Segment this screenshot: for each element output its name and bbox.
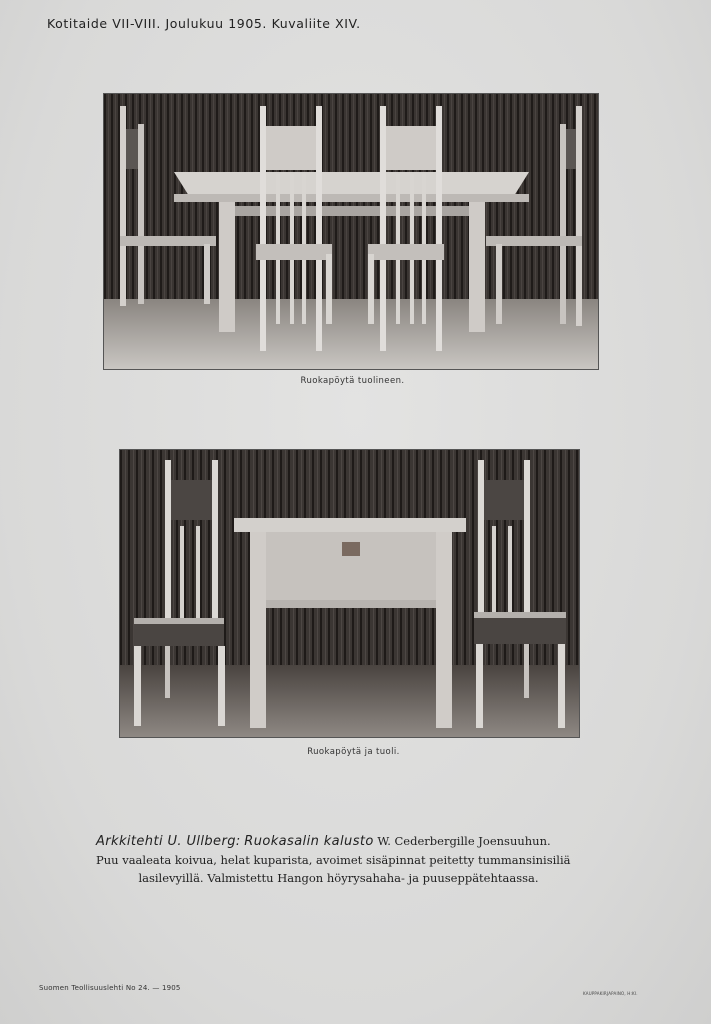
photo-caption: Ruokapöytä tuolineen. xyxy=(300,376,405,386)
furniture-title: Ruokasalin kalusto xyxy=(244,834,374,849)
material-text: Puu vaaleata koivua, helat kuparista, avoimet sisäpinnat peitetty tummansinisiliä xyxy=(96,853,571,867)
architect-name: Arkkitehti U. Ullberg: xyxy=(96,834,241,849)
page-header: Kotitaide VII-VIII. Joulukuu 1905. Kuvaliite XIV. xyxy=(47,16,361,31)
footer-publication: Suomen Teollisuuslehti No 24. — 1905 xyxy=(39,984,181,992)
footer-printer: KAUPPAKIRJAPAINO, H:KI. xyxy=(583,991,638,996)
photo-caption: Ruokapöytä ja tuoli. xyxy=(307,747,400,757)
commission-text: W. Cederbergille Joensuuhun. xyxy=(377,834,551,848)
manufacturer-text: lasilevyillä. Valmistettu Hangon höyrysahaha- ja puuseppätehtaassa. xyxy=(138,871,539,885)
photo-dining-table-with-chairs xyxy=(103,93,599,370)
plate-description xyxy=(96,832,601,887)
photo-dining-table-and-chair xyxy=(119,449,580,738)
